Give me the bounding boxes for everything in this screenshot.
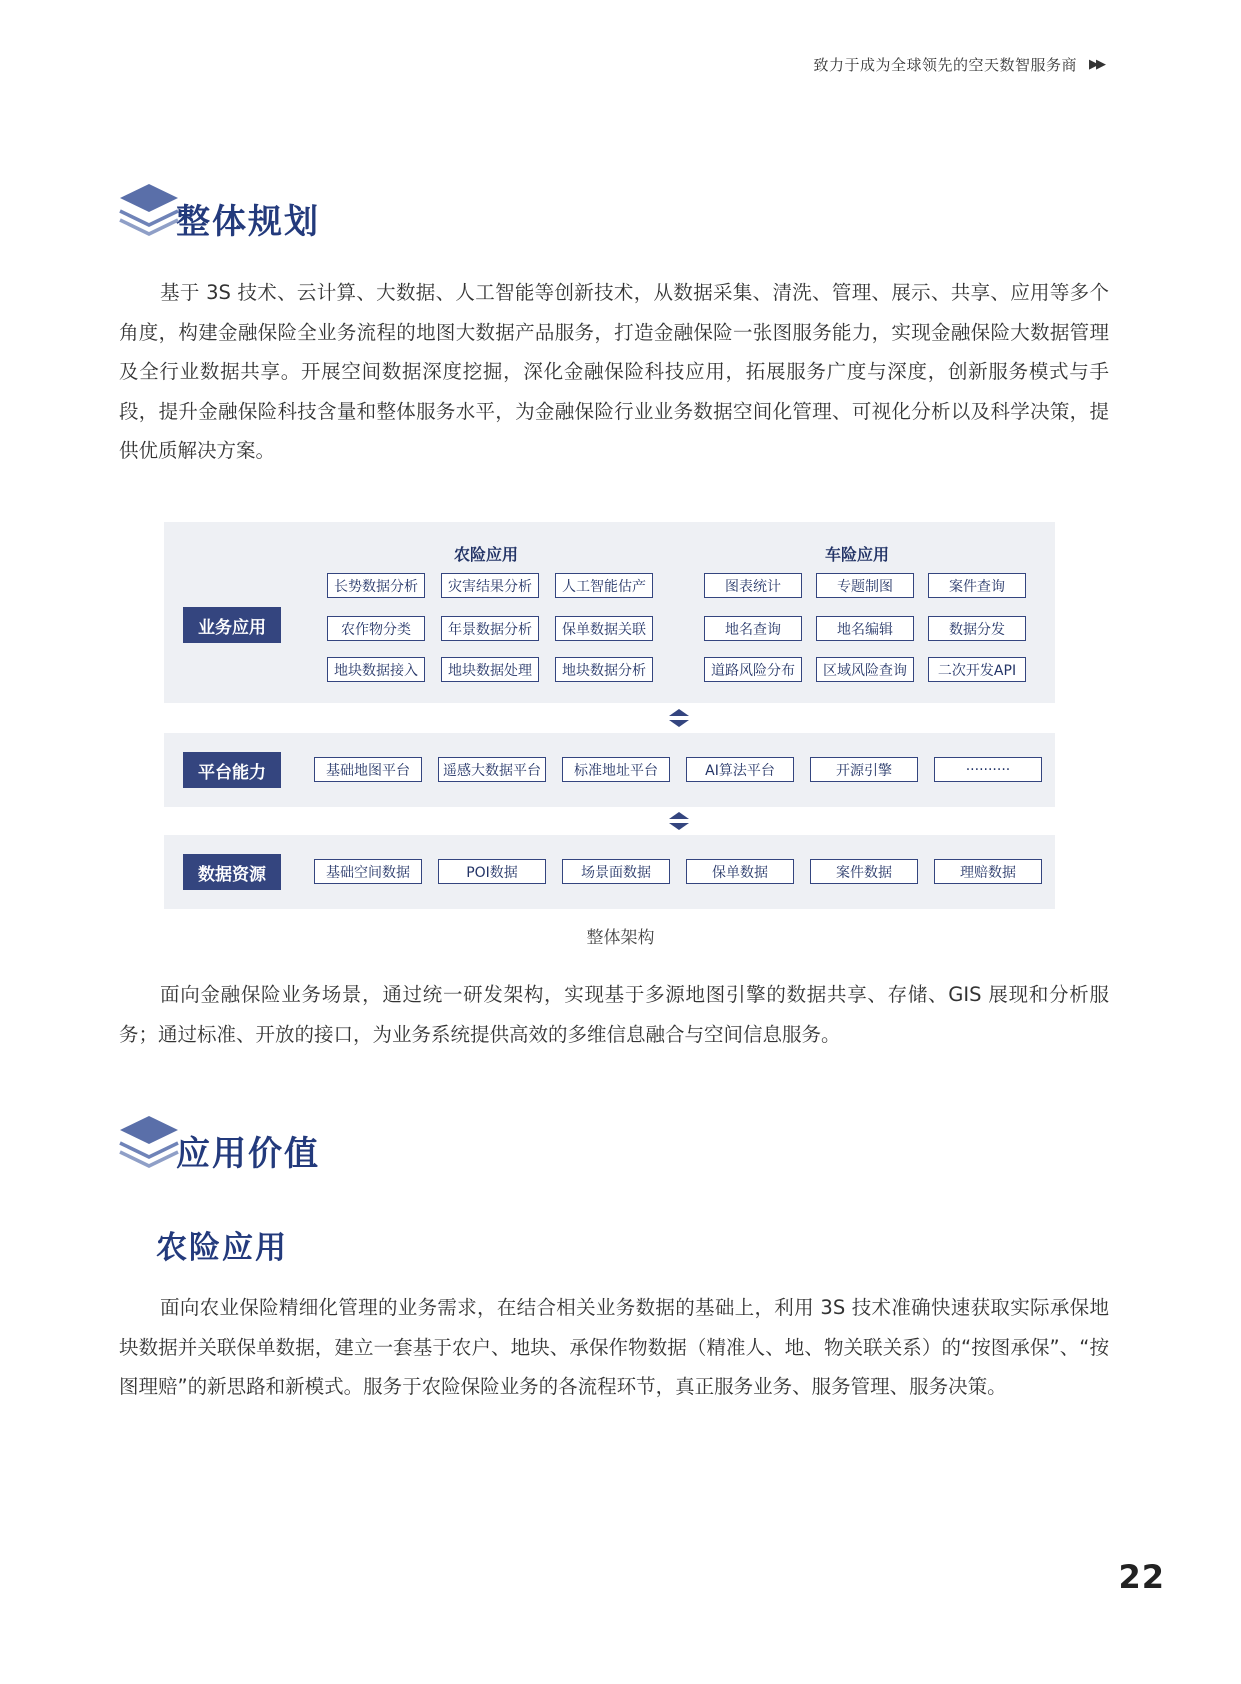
second-paragraph — [119, 975, 1109, 1054]
section-title-plan — [116, 178, 320, 242]
auto-item: 道路风险分布 — [704, 657, 802, 682]
platform-item: 遥感大数据平台 — [438, 757, 546, 782]
data-item: 基础空间数据 — [314, 859, 422, 884]
agri-item: 长势数据分析 — [327, 573, 425, 598]
data-band — [164, 835, 1055, 909]
data-item: 案件数据 — [810, 859, 918, 884]
intro-paragraph-text: 基于 3S 技术、云计算、大数据、人工智能等创新技术，从数据采集、清洗、管理、展示、共享、应用等多个角度，构建金融保险全业务流程的地图大数据产品服务，打造金融保险一张图服务能力，实现金融保险大数据管理及全行业数据共享。开展空间数据深度挖掘，深化金融保险科技应用，拓展服务广度与深度，创新服务模式与手段，提升金融保险科技含量和整体服务水平，为金融保险行业业务数据空间化管理、可视化分析以及科学决策，提供优质解决方案。 — [119, 281, 1109, 462]
business-label: 业务应用 — [183, 607, 281, 643]
data-label: 数据资源 — [183, 854, 281, 890]
section-title-text: 整体规划 — [176, 202, 320, 242]
agri-item: 灾害结果分析 — [441, 573, 539, 598]
auto-group-title: 车险应用 — [825, 545, 890, 564]
auto-item: 地名编辑 — [816, 616, 914, 641]
auto-item: 二次开发API — [928, 657, 1026, 682]
section-title-text: 应用价值 — [176, 1134, 320, 1174]
agri-item: 农作物分类 — [327, 616, 425, 641]
platform-item: 基础地图平台 — [314, 757, 422, 782]
auto-item: 区域风险查询 — [816, 657, 914, 682]
platform-label: 平台能力 — [183, 752, 281, 788]
agri-paragraph — [119, 1288, 1109, 1407]
architecture-diagram — [164, 522, 1055, 909]
agri-paragraph-text: 面向农业保险精细化管理的业务需求，在结合相关业务数据的基础上，利用 3S 技术准确快速获取实际承保地块数据并关联保单数据，建立一套基于农户、地块、承保作物数据（精准人、地、物关联关系）的“按图承保”、“按图理赔”的新思路和新模式。服务于农险保险业务的各流程环节，真正服务业务、服务管理、服务决策。 — [119, 1296, 1109, 1398]
agri-item: 人工智能估产 — [555, 573, 653, 598]
data-item: 场景面数据 — [562, 859, 670, 884]
subsection-title: 农险应用 — [156, 1230, 288, 1266]
business-band — [164, 522, 1055, 703]
platform-band — [164, 733, 1055, 807]
agri-item: 地块数据接入 — [327, 657, 425, 682]
layers-icon — [116, 1110, 182, 1174]
auto-item: 地名查询 — [704, 616, 802, 641]
data-item: 保单数据 — [686, 859, 794, 884]
bidirectional-arrow-icon — [668, 811, 690, 831]
intro-paragraph — [119, 273, 1109, 471]
data-item: 理赔数据 — [934, 859, 1042, 884]
agri-item: 地块数据处理 — [441, 657, 539, 682]
tagline-text: 致力于成为全球领先的空天数智服务商 — [813, 56, 1077, 74]
second-paragraph-text: 面向金融保险业务场景，通过统一研发架构，实现基于多源地图引擎的数据共享、存储、GIS 展现和分析服务；通过标准、开放的接口，为业务系统提供高效的多维信息融合与空间信息服务。 — [119, 983, 1109, 1046]
platform-item: ·········· — [934, 757, 1042, 782]
auto-item: 专题制图 — [816, 573, 914, 598]
header-tagline — [813, 54, 1103, 75]
section-title-value — [116, 1110, 320, 1174]
agri-item: 年景数据分析 — [441, 616, 539, 641]
page-number: 22 — [1118, 1558, 1165, 1596]
bidirectional-arrow-icon — [668, 708, 690, 728]
agri-item: 地块数据分析 — [555, 657, 653, 682]
auto-item: 图表统计 — [704, 573, 802, 598]
auto-item: 数据分发 — [928, 616, 1026, 641]
diagram-caption: 整体架构 — [586, 928, 655, 948]
layers-icon — [116, 178, 182, 242]
agri-group-title: 农险应用 — [454, 545, 519, 564]
data-item: POI数据 — [438, 859, 546, 884]
double-chevron-right-icon: ▶▶ — [1089, 57, 1103, 72]
platform-item: 开源引擎 — [810, 757, 918, 782]
auto-item: 案件查询 — [928, 573, 1026, 598]
platform-item: AI算法平台 — [686, 757, 794, 782]
platform-item: 标准地址平台 — [562, 757, 670, 782]
agri-item: 保单数据关联 — [555, 616, 653, 641]
